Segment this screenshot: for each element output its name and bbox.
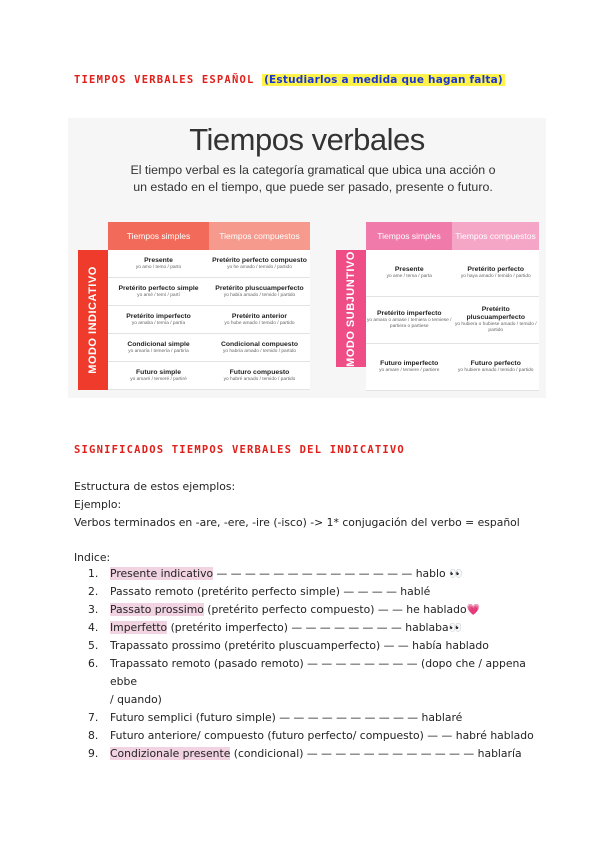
tense-example: yo amo / temo / parto [135, 264, 182, 270]
tense-example: yo había amado / temido / partido [223, 292, 296, 298]
tense-cell [108, 278, 209, 305]
tense-name: Pretérito perfecto simple [118, 284, 199, 292]
list-number: 4. [88, 621, 99, 634]
indicativo-head-compuestos: Tiempos compuestos [209, 222, 310, 250]
list-item [74, 637, 544, 655]
tense-cell [453, 250, 540, 296]
tense-example: yo haya amado / temido / partido [460, 274, 531, 279]
body-line-indice: Indice: [74, 551, 111, 564]
subjuntivo-panel [336, 222, 539, 373]
heading-note: (Estudiarlos a medida que hagan falta) [264, 74, 503, 86]
list-text: Passato remoto (pretérito perfecto simple) — — — — hablé [110, 585, 431, 598]
tense-cell [209, 306, 310, 333]
tense-name: Condicional compuesto [220, 340, 299, 348]
tense-example: yo amare / temiere / partiere [379, 368, 440, 373]
tense-example: yo habré amado / temido / partido [223, 376, 296, 382]
tense-example: yo hubiere amado / temido / partido [458, 368, 534, 373]
tiempos-verbales-infographic [68, 118, 546, 398]
highlighted-tense: Presente indicativo [110, 567, 214, 580]
body-line-verbos: Verbos terminados en -are, -ere, -ire (-isco) -> 1* conjugación del verbo = español [74, 516, 520, 529]
tense-cell [108, 306, 209, 333]
list-text: (condicional) — — — — — — — — — — — — hablaría [230, 747, 522, 760]
list-number: 5. [88, 639, 99, 652]
tense-row [366, 344, 539, 391]
tense-name: Futuro imperfecto [380, 360, 439, 367]
list-item [74, 727, 544, 745]
tense-cell [366, 297, 453, 343]
list-number: 9. [88, 747, 99, 760]
tense-example: yo hube amado / temido / partido [224, 320, 295, 326]
tense-example: yo habría amado / temido / partido [222, 348, 297, 354]
list-text: (pretérito imperfecto) — — — — — — — — hablaba👀 [167, 621, 463, 634]
heading-significados: SIGNIFICADOS TIEMPOS VERBALES DEL INDICATIVO [74, 444, 405, 456]
highlighted-tense: Condizionale presente [110, 747, 231, 760]
tense-row [108, 306, 310, 334]
tense-name: Pretérito pluscuamperfecto [466, 306, 526, 321]
tense-name: Pretérito perfecto [467, 266, 525, 273]
indicativo-panel [78, 222, 310, 390]
body-line-ejemplo: Ejemplo: [74, 498, 122, 511]
tense-example: yo amaría / temería / partiría [128, 348, 189, 354]
list-number: 1. [88, 567, 99, 580]
list-number: 6. [88, 657, 99, 670]
tense-name: Pretérito pluscuamperfecto [215, 284, 304, 292]
list-item [74, 601, 544, 619]
list-item [74, 709, 544, 727]
list-number: 2. [88, 585, 99, 598]
tense-cell [209, 250, 310, 277]
list-item [74, 565, 544, 583]
tense-cell [209, 362, 310, 389]
tense-name: Futuro compuesto [229, 368, 290, 376]
mode-subjuntivo-label: MODO SUBJUNTIVO [336, 250, 366, 367]
tense-example: yo he amado / temido / partido [227, 264, 292, 270]
tense-example: yo amaba / temía / partía [131, 320, 186, 326]
list-item [74, 619, 544, 637]
tense-cell [453, 297, 540, 343]
list-text: Trapassato remoto (pasado remoto) — — — — — — — — (dopo che / appena ebbe [110, 657, 526, 688]
subjuntivo-head-compuestos: Tiempos compuestos [452, 222, 539, 250]
tense-example: yo ame / tema / parta [386, 274, 432, 279]
subjuntivo-head-simple: Tiempos simples [366, 222, 452, 250]
list-text-continued: / quando) [110, 693, 162, 706]
tense-name: Futuro perfecto [470, 360, 521, 367]
highlighted-tense: Passato prossimo [110, 603, 204, 616]
heading-tiempos-verbales [74, 74, 505, 86]
tense-name: Futuro simple [136, 368, 181, 376]
infographic-title: Tiempos verbales [189, 122, 425, 157]
indicativo-rows [108, 250, 310, 390]
tense-name: Presente [394, 266, 424, 273]
tense-name: Pretérito perfecto compuesto [212, 256, 307, 264]
list-text: — — — — — — — — — — — — — — hablo 👀 [213, 567, 463, 580]
list-text: (pretérito perfecto compuesto) — — he hablado💗 [203, 603, 481, 616]
list-item [74, 655, 544, 709]
tense-row [108, 334, 310, 362]
tense-cell [209, 278, 310, 305]
tense-cell [108, 250, 209, 277]
tense-row [366, 250, 539, 297]
tense-example: yo hubiera o hubiese amado / temido / partido [454, 322, 537, 333]
tense-cell [366, 250, 453, 296]
tense-cell [453, 344, 540, 390]
tense-row [108, 250, 310, 278]
list-text: Futuro anteriore/ compuesto (futuro perfecto/ compuesto) — — habré hablado [110, 729, 534, 742]
heading-text: TIEMPOS VERBALES ESPAÑOL [74, 74, 255, 86]
index-list [74, 565, 544, 763]
list-item [74, 583, 544, 601]
list-text: Futuro semplici (futuro simple) — — — — — — — — — — hablaré [110, 711, 463, 724]
tense-name: Pretérito anterior [231, 312, 288, 320]
tense-cell [209, 334, 310, 361]
tense-example: yo amara o amase / temiera o temiese / partiera o partiese [366, 318, 452, 329]
highlighted-tense: Imperfetto [110, 621, 168, 634]
mode-indicativo-label: MODO INDICATIVO [78, 250, 108, 390]
subjuntivo-rows [366, 250, 539, 373]
tense-example: yo amaré / temeré / partiré [130, 376, 187, 382]
tense-cell [366, 344, 453, 390]
list-number: 7. [88, 711, 99, 724]
list-text: Trapassato prossimo (pretérito pluscuamperfecto) — — había hablado [110, 639, 489, 652]
infographic-description: El tiempo verbal es la categoría gramatical que ubica una acción o un estado en el tiempo, que puede ser pasado, presente o futuro. [130, 163, 496, 194]
list-number: 8. [88, 729, 99, 742]
indicativo-head-simple: Tiempos simples [108, 222, 209, 250]
list-item [74, 745, 544, 763]
tense-example: yo amé / temí / partí [137, 292, 180, 298]
tense-name: Pretérito imperfecto [126, 312, 191, 320]
tense-name: Condicional simple [127, 340, 190, 348]
body-line-estructura: Estructura de estos ejemplos: [74, 480, 236, 493]
tense-cell [108, 334, 209, 361]
tense-name: Pretérito imperfecto [376, 310, 442, 317]
tense-row [366, 297, 539, 344]
list-number: 3. [88, 603, 99, 616]
tense-name: Presente [144, 256, 173, 264]
tense-row [108, 278, 310, 306]
tense-cell [108, 362, 209, 389]
tense-row [108, 362, 310, 390]
